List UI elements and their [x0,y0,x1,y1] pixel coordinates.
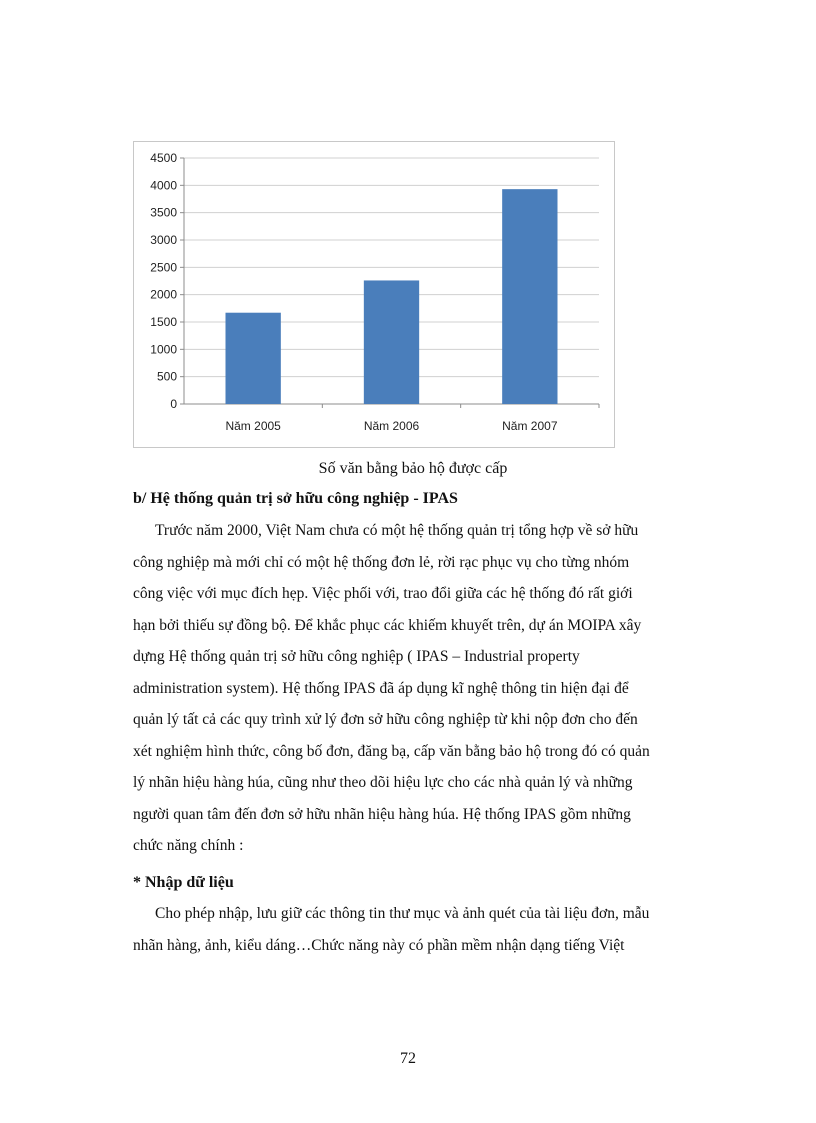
paragraph-line: dựng Hệ thống quản trị sở hữu công nghiệp ( IPAS – Industrial property [133,648,580,665]
y-tick-label: 4500 [150,151,177,165]
bar [502,189,557,404]
x-category-label: Năm 2006 [363,419,420,433]
chart-svg [134,142,614,447]
y-tick-label: 1000 [150,342,177,357]
paragraph-line: chức năng chính : [133,837,244,854]
y-tick-label: 0 [170,397,177,411]
x-category-label: Năm 2007 [502,419,558,433]
page-number: 72 [400,1050,416,1067]
bar [226,313,281,404]
y-tick-label: 2500 [150,260,177,275]
y-tick-label: 3500 [150,205,177,220]
paragraph-line: công nghiệp mà mới chỉ có một hệ thống đơn lẻ, rời rạc phục vụ cho từng nhóm [133,553,630,571]
paragraph-line: Trước năm 2000, Việt Nam chưa có một hệ thống quản trị tổng hợp về sở hữu [155,522,639,539]
y-tick-label: 3000 [150,233,177,247]
bar [364,280,419,404]
paragraph-line: hạn bởi thiếu sự đồng bộ. Để khắc phục các khiếm khuyết trên, dự án MOIPA xây [133,616,642,634]
paragraph-line: người quan tâm đến đơn sở hữu nhãn hiệu hàng húa. Hệ thống IPAS gồm những [133,805,631,823]
y-tick-label: 500 [156,369,177,384]
y-tick-label: 1500 [150,315,177,329]
paragraph-line: nhãn hàng, ảnh, kiểu dáng…Chức năng này có phần mềm nhận dạng tiếng Việt [133,936,625,954]
y-tick-label: 4000 [150,178,177,193]
paragraph-ipas [133,515,713,862]
chart-caption: Số văn bằng bảo hộ được cấp [318,460,508,477]
section-heading-data-input: * Nhập dữ liệu [133,874,234,891]
x-category-label: Năm 2005 [225,419,281,433]
section-heading-ipas: b/ Hệ thống quản trị sở hữu công nghiệp - IPAS [133,490,458,507]
paragraph-line: Cho phép nhập, lưu giữ các thông tin thư mục và ảnh quét của tài liệu đơn, mẫu [155,905,650,922]
paragraph-line: quản lý tất cả các quy trình xử lý đơn sở hữu công nghiệp từ khi nộp đơn cho đến [133,711,638,728]
paragraph-line: lý nhãn hiệu hàng húa, cũng như theo dõi hiệu lực cho các nhà quản lý và những [133,774,633,791]
paragraph-line: công việc với mục đích hẹp. Việc phối với, trao đổi giữa các hệ thống đó rất giới [133,585,633,602]
bar-chart [133,141,615,448]
paragraph-line: xét nghiệm hình thức, công bố đơn, đăng bạ, cấp văn bằng bảo hộ trong đó có quản [133,742,650,760]
paragraph-line: administration system). Hệ thống IPAS đã áp dụng kĩ nghệ thông tin hiện đại để [133,679,629,697]
y-tick-label: 2000 [150,287,177,302]
paragraph-data-input [133,898,713,961]
